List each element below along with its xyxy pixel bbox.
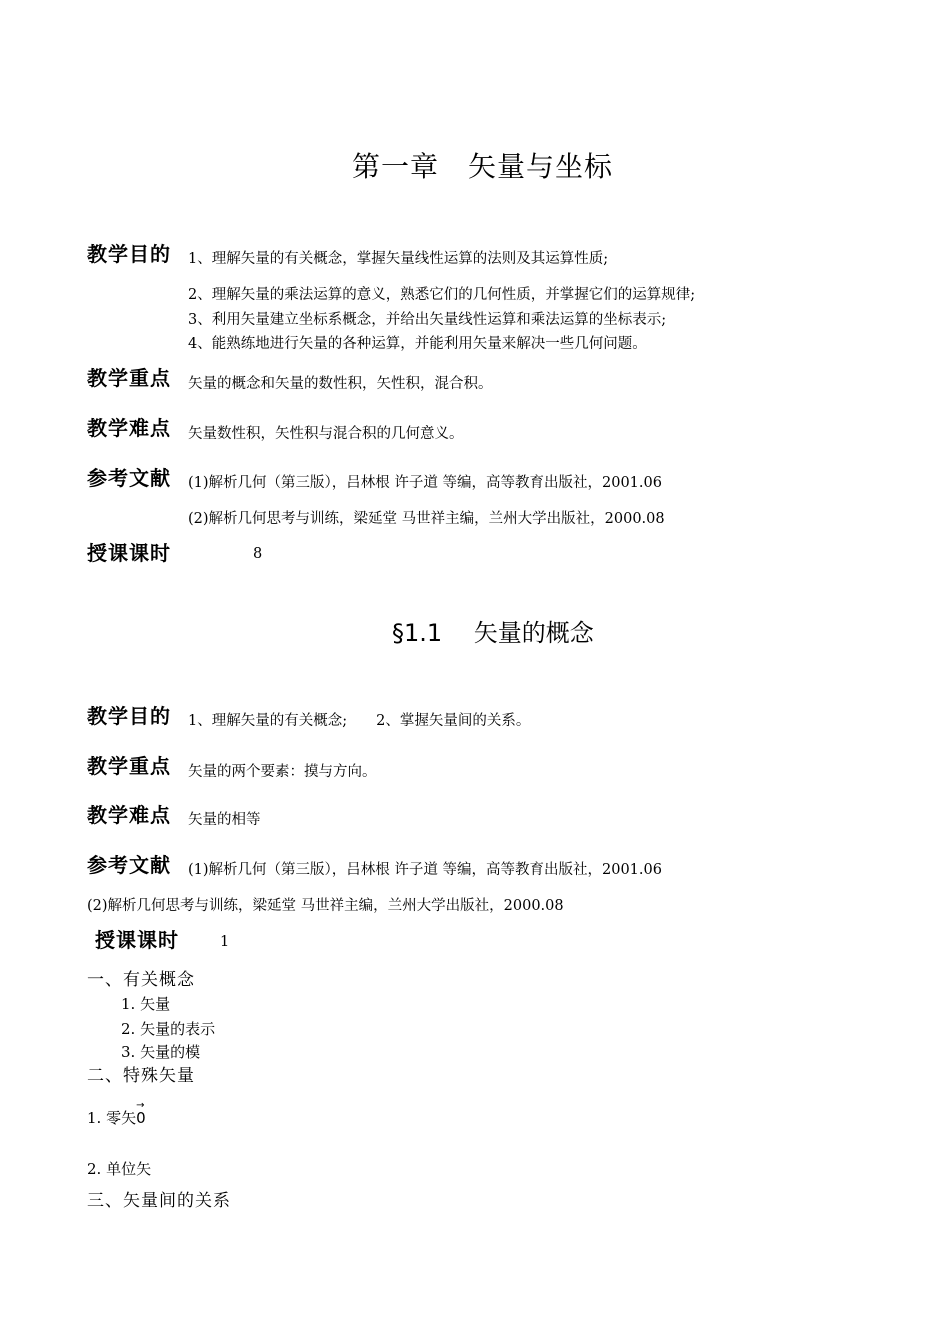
chapter-goals-label: 教学目的 [87,242,171,266]
chapter-title: 第一章 矢量与坐标 [352,150,614,183]
section-refs-label: 参考文献 [87,853,171,877]
outline-part-3: 三、矢量间的关系 [87,1191,231,1211]
chapter-hours-label: 授课课时 [87,541,171,565]
section-title: §1.1 矢量的概念 [392,619,594,647]
section-ref-2: (2)解析几何思考与训练，梁延堂 马世祥主编，兰州大学出版社，2000.08 [87,898,564,914]
outline-item-vector: 1. 矢量 [121,995,171,1013]
chapter-difficulty: 矢量数性积，矢性积与混合积的几何意义。 [188,426,464,442]
chapter-difficulty-label: 教学难点 [87,416,171,440]
section-difficulty: 矢量的相等 [188,812,261,828]
zero-vector-symbol: → 0 [136,1100,146,1127]
chapter-focus-label: 教学重点 [87,366,171,390]
vector-arrow-icon: → [136,1100,145,1111]
chapter-refs-label: 参考文献 [87,466,171,490]
outline-item-zero-vector [87,1100,146,1128]
outline-item-representation: 2. 矢量的表示 [121,1020,216,1038]
chapter-ref-1: (1)解析几何（第三版），吕林根 许子道 等编，高等教育出版社，2001.06 [188,475,662,491]
chapter-hours: 8 [253,546,263,562]
outline-item-modulus: 3. 矢量的模 [121,1043,201,1061]
section-ref-1: (1)解析几何（第三版），吕林根 许子道 等编，高等教育出版社，2001.06 [188,862,662,878]
section-hours: 1 [220,934,230,950]
zero-vector-label: 1. 零矢 [87,1109,137,1127]
chapter-goal-1: 1、理解矢量的有关概念，掌握矢量线性运算的法则及其运算性质; [188,251,609,267]
chapter-goal-3: 3、利用矢量建立坐标系概念，并给出矢量线性运算和乘法运算的坐标表示; [188,312,667,328]
chapter-goal-2: 2、理解矢量的乘法运算的意义，熟悉它们的几何性质，并掌握它们的运算规律; [188,287,696,303]
chapter-ref-2: (2)解析几何思考与训练，梁延堂 马世祥主编，兰州大学出版社，2000.08 [188,511,665,527]
section-hours-label: 授课课时 [95,928,179,952]
outline-item-unit-vector: 2. 单位矢 [87,1160,152,1178]
chapter-focus: 矢量的概念和矢量的数性积，矢性积，混合积。 [188,376,493,392]
section-goals: 1、理解矢量的有关概念; 2、掌握矢量间的关系。 [188,713,531,729]
section-difficulty-label: 教学难点 [87,803,171,827]
section-focus-label: 教学重点 [87,754,171,778]
outline-part-1: 一、有关概念 [87,970,195,990]
section-focus: 矢量的两个要素：摸与方向。 [188,764,377,780]
chapter-goal-4: 4、能熟练地进行矢量的各种运算，并能利用矢量来解决一些几何问题。 [188,336,647,352]
section-goals-label: 教学目的 [87,704,171,728]
outline-part-2: 二、特殊矢量 [87,1066,195,1086]
